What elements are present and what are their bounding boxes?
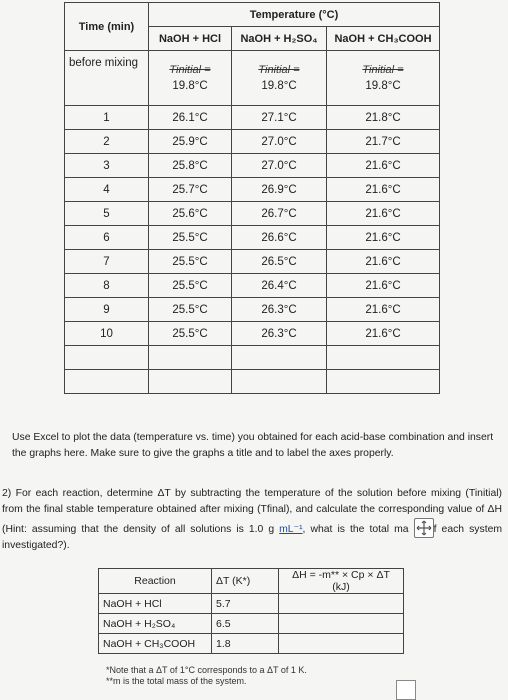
time-cell[interactable]: 8 [65,274,149,298]
table-row [65,250,440,274]
question-prefix: 2) For each reaction, determine ΔT by subtracting the temperature of the solution before mixing (Tinitial) from the final stable temperature obtained after mixing (Tfinal), and calculate the corresponding value of ΔH (Hint: assuming that the density of all solutions is 1.0 g [2,488,502,535]
temperature-cell[interactable]: 21.6°C [327,322,440,346]
table-row [99,614,404,634]
temperature-cell[interactable]: 21.8°C [327,106,440,130]
table-row [99,634,404,654]
table-row [65,274,440,298]
time-cell[interactable]: 3 [65,154,149,178]
table-row [65,202,440,226]
initial-value: 19.8°C [365,80,401,92]
initial-label: Tinitial = [362,64,404,76]
temperature-cell[interactable]: 26.5°C [232,250,327,274]
temperature-cell[interactable]: 26.3°C [232,298,327,322]
temperature-cell[interactable]: 26.3°C [232,322,327,346]
initial-cell-2[interactable] [232,51,327,106]
col-naoh-h2so4: NaOH + H₂SO₄ [232,27,327,51]
unit-link[interactable]: mL⁻¹ [279,524,303,535]
col-naoh-hcl: NaOH + HCl [149,27,232,51]
col-naoh-ch3cooh: NaOH + CH₃COOH [327,27,440,51]
table-row [65,130,440,154]
temperature-cell[interactable]: 21.6°C [327,202,440,226]
table-row [65,154,440,178]
table-row [65,178,440,202]
time-cell[interactable]: 10 [65,322,149,346]
temperature-cell[interactable]: 27.1°C [232,106,327,130]
footnote-2: **m is the total mass of the system. [106,676,247,686]
delta-t-header: ΔT (K*) [212,569,279,594]
delta-h-cell[interactable] [279,634,404,654]
initial-label: Tinitial = [258,64,300,76]
footnotes [106,665,307,687]
temperature-cell[interactable]: 21.6°C [327,154,440,178]
reaction-cell[interactable]: NaOH + HCl [99,594,212,614]
time-cell[interactable]: 1 [65,106,149,130]
question-suffix: f each system investigated?). [2,524,503,551]
temperature-table [64,2,440,394]
delta-h-cell[interactable] [279,594,404,614]
temperature-cell[interactable]: 25.5°C [149,274,232,298]
move-handle-icon[interactable] [414,518,434,538]
temperature-cell[interactable]: 26.6°C [232,226,327,250]
blank-row [65,370,440,394]
temperature-cell[interactable]: 25.5°C [149,322,232,346]
initial-label: Tinitial = [169,64,211,76]
temperature-cell[interactable]: 21.6°C [327,274,440,298]
time-cell[interactable]: 2 [65,130,149,154]
time-cell[interactable]: 6 [65,226,149,250]
temperature-cell[interactable]: 26.1°C [149,106,232,130]
delta-h-table [98,568,404,654]
instruction-delta-h [2,486,502,554]
temperature-cell[interactable]: 27.0°C [232,154,327,178]
temperature-cell[interactable]: 25.6°C [149,202,232,226]
blank-row [65,346,440,370]
table-row [65,298,440,322]
time-header: Time (min) [65,3,149,51]
temperature-cell[interactable]: 25.5°C [149,298,232,322]
table-row [65,322,440,346]
table-row [65,226,440,250]
question-middle: , what is the total ma [302,524,409,535]
temperature-cell[interactable]: 25.9°C [149,130,232,154]
before-mixing-label: before mixing [65,51,149,106]
initial-value: 19.8°C [261,80,297,92]
temperature-cell[interactable]: 26.7°C [232,202,327,226]
temperature-cell[interactable]: 25.8°C [149,154,232,178]
temperature-cell[interactable]: 25.5°C [149,226,232,250]
selection-box[interactable] [396,680,416,700]
time-cell[interactable]: 4 [65,178,149,202]
temperature-cell[interactable]: 21.6°C [327,226,440,250]
initial-cell-3[interactable] [327,51,440,106]
delta-t-cell[interactable]: 1.8 [212,634,279,654]
table-row [99,594,404,614]
data-rows [65,106,440,346]
initial-cell-1[interactable] [149,51,232,106]
reaction-cell[interactable]: NaOH + CH₃COOH [99,634,212,654]
temperature-cell[interactable]: 25.7°C [149,178,232,202]
time-cell[interactable]: 5 [65,202,149,226]
temperature-cell[interactable]: 21.6°C [327,250,440,274]
delta-h-header: ΔH = -m** × Cp × ΔT (kJ) [279,569,404,594]
temperature-cell[interactable]: 26.4°C [232,274,327,298]
temperature-cell[interactable]: 21.6°C [327,298,440,322]
delta-t-cell[interactable]: 5.7 [212,594,279,614]
reaction-header: Reaction [99,569,212,594]
time-cell[interactable]: 9 [65,298,149,322]
reaction-cell[interactable]: NaOH + H₂SO₄ [99,614,212,634]
temperature-cell[interactable]: 27.0°C [232,130,327,154]
temperature-cell[interactable]: 21.7°C [327,130,440,154]
delta-t-cell[interactable]: 6.5 [212,614,279,634]
delta-h-cell[interactable] [279,614,404,634]
temperature-cell[interactable]: 26.9°C [232,178,327,202]
temperature-cell[interactable]: 21.6°C [327,178,440,202]
time-cell[interactable]: 7 [65,250,149,274]
temperature-cell[interactable]: 25.5°C [149,250,232,274]
instruction-plot: Use Excel to plot the data (temperature vs. time) you obtained for each acid-base combination and insert the graphs here. Make sure to give the graphs a title and to label the axes properly. [12,432,494,459]
temperature-header: Temperature (°C) [149,3,440,27]
table-row [65,106,440,130]
footnote-1: *Note that a ΔT of 1°C corresponds to a ΔT of 1 K. [106,665,307,675]
initial-value: 19.8°C [172,80,208,92]
